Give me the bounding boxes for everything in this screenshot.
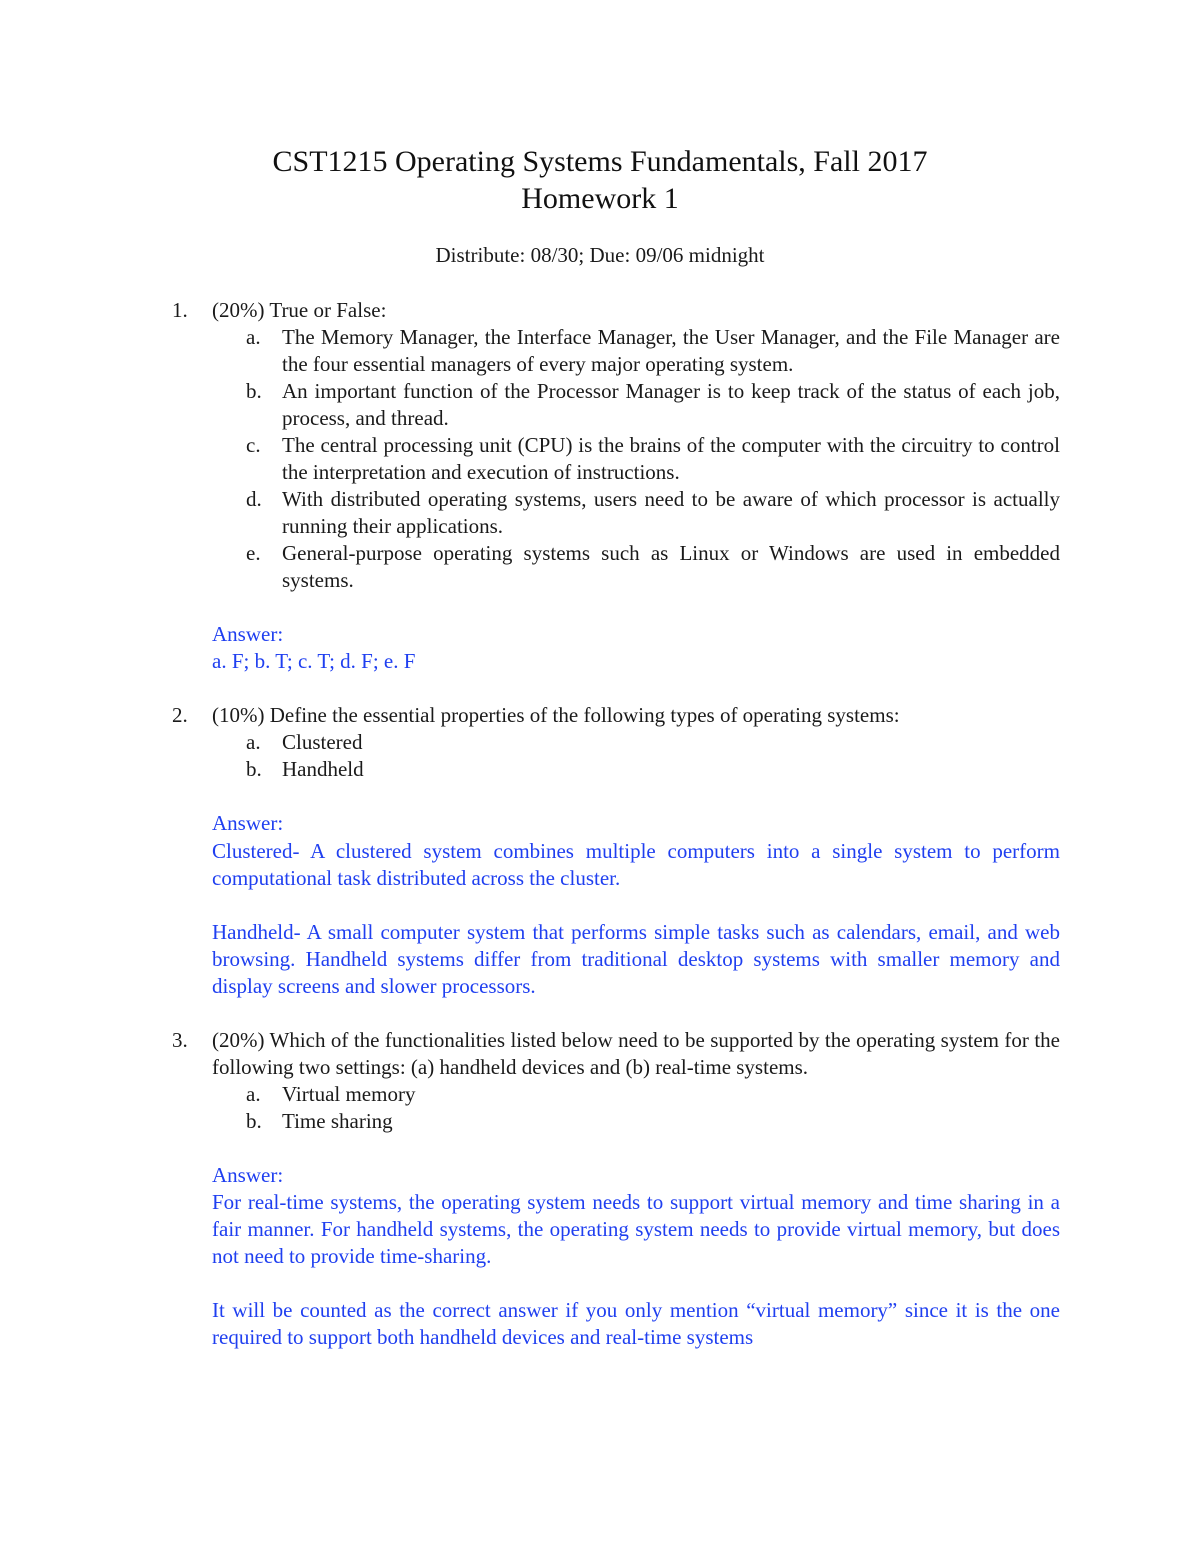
question-2-number: 2.: [172, 703, 188, 727]
q1-option-d-letter: d.: [246, 487, 262, 511]
q1-option-b-text: An important function of the Processor Manager is to keep track of the status of each job, process, and thread.: [282, 379, 1060, 430]
q2-answer-handheld: Handheld- A small computer system that performs simple tasks such as calendars, email, and web browsing. Handheld systems differ from traditional desktop systems with smaller memory and display screens and slower processors.: [212, 920, 1060, 998]
q1-option-c-letter: c.: [246, 433, 261, 457]
q2-option-b-text: Handheld: [282, 757, 364, 781]
q2-option-a-text: Clustered: [282, 730, 363, 754]
q1-option-c-text: The central processing unit (CPU) is the brains of the computer with the circuitry to control the interpretation and execution of instructions.: [282, 433, 1060, 484]
q1-answer-text: a. F; b. T; c. T; d. F; e. F: [212, 649, 416, 673]
q3-option-b-text: Time sharing: [282, 1109, 393, 1133]
document-title: CST1215 Operating Systems Fundamentals, Fall 2017: [272, 145, 928, 178]
due-dates: Distribute: 08/30; Due: 09/06 midnight: [435, 243, 765, 267]
q1-option-a-text: The Memory Manager, the Interface Manager, the User Manager, and the File Manager are the four essential managers of every major operating system.: [282, 325, 1060, 376]
question-3-number: 3.: [172, 1028, 188, 1052]
q3-option-a-letter: a.: [246, 1082, 261, 1106]
q2-answer-label: Answer:: [212, 811, 284, 835]
question-2-text: (10%) Define the essential properties of the following types of operating systems:: [212, 703, 900, 727]
q1-option-a-letter: a.: [246, 325, 261, 349]
q1-option-d-text: With distributed operating systems, users need to be aware of which processor is actually running their applications.: [282, 487, 1060, 538]
q2-option-b-letter: b.: [246, 757, 262, 781]
q3-answer-label: Answer:: [212, 1163, 284, 1187]
question-3-text: (20%) Which of the functionalities listed below need to be supported by the operating system for the following two settings: (a) handheld devices and (b) real-time systems.: [212, 1028, 1060, 1079]
q3-option-a-text: Virtual memory: [282, 1082, 416, 1106]
question-1-number: 1.: [172, 298, 188, 322]
q1-option-e-letter: e.: [246, 541, 261, 565]
q3-answer-paragraph-2: It will be counted as the correct answer if you only mention “virtual memory” since it is the one required to support both handheld devices and real-time systems: [212, 1298, 1060, 1349]
q2-answer-clustered: Clustered- A clustered system combines multiple computers into a single system to perform computational task distributed across the cluster.: [212, 839, 1060, 890]
q3-answer-paragraph-1: For real-time systems, the operating system needs to support virtual memory and time sharing in a fair manner. For handheld systems, the operating system needs to provide virtual memory, but does not need to provide time-sharing.: [212, 1190, 1060, 1268]
q1-answer-label: Answer:: [212, 622, 284, 646]
q3-option-b-letter: b.: [246, 1109, 262, 1133]
question-1-text: (20%) True or False:: [212, 298, 387, 322]
q1-option-e-text: General-purpose operating systems such as Linux or Windows are used in embedded systems.: [282, 541, 1060, 592]
document-subtitle: Homework 1: [521, 182, 679, 215]
q1-option-b-letter: b.: [246, 379, 262, 403]
q2-option-a-letter: a.: [246, 730, 261, 754]
